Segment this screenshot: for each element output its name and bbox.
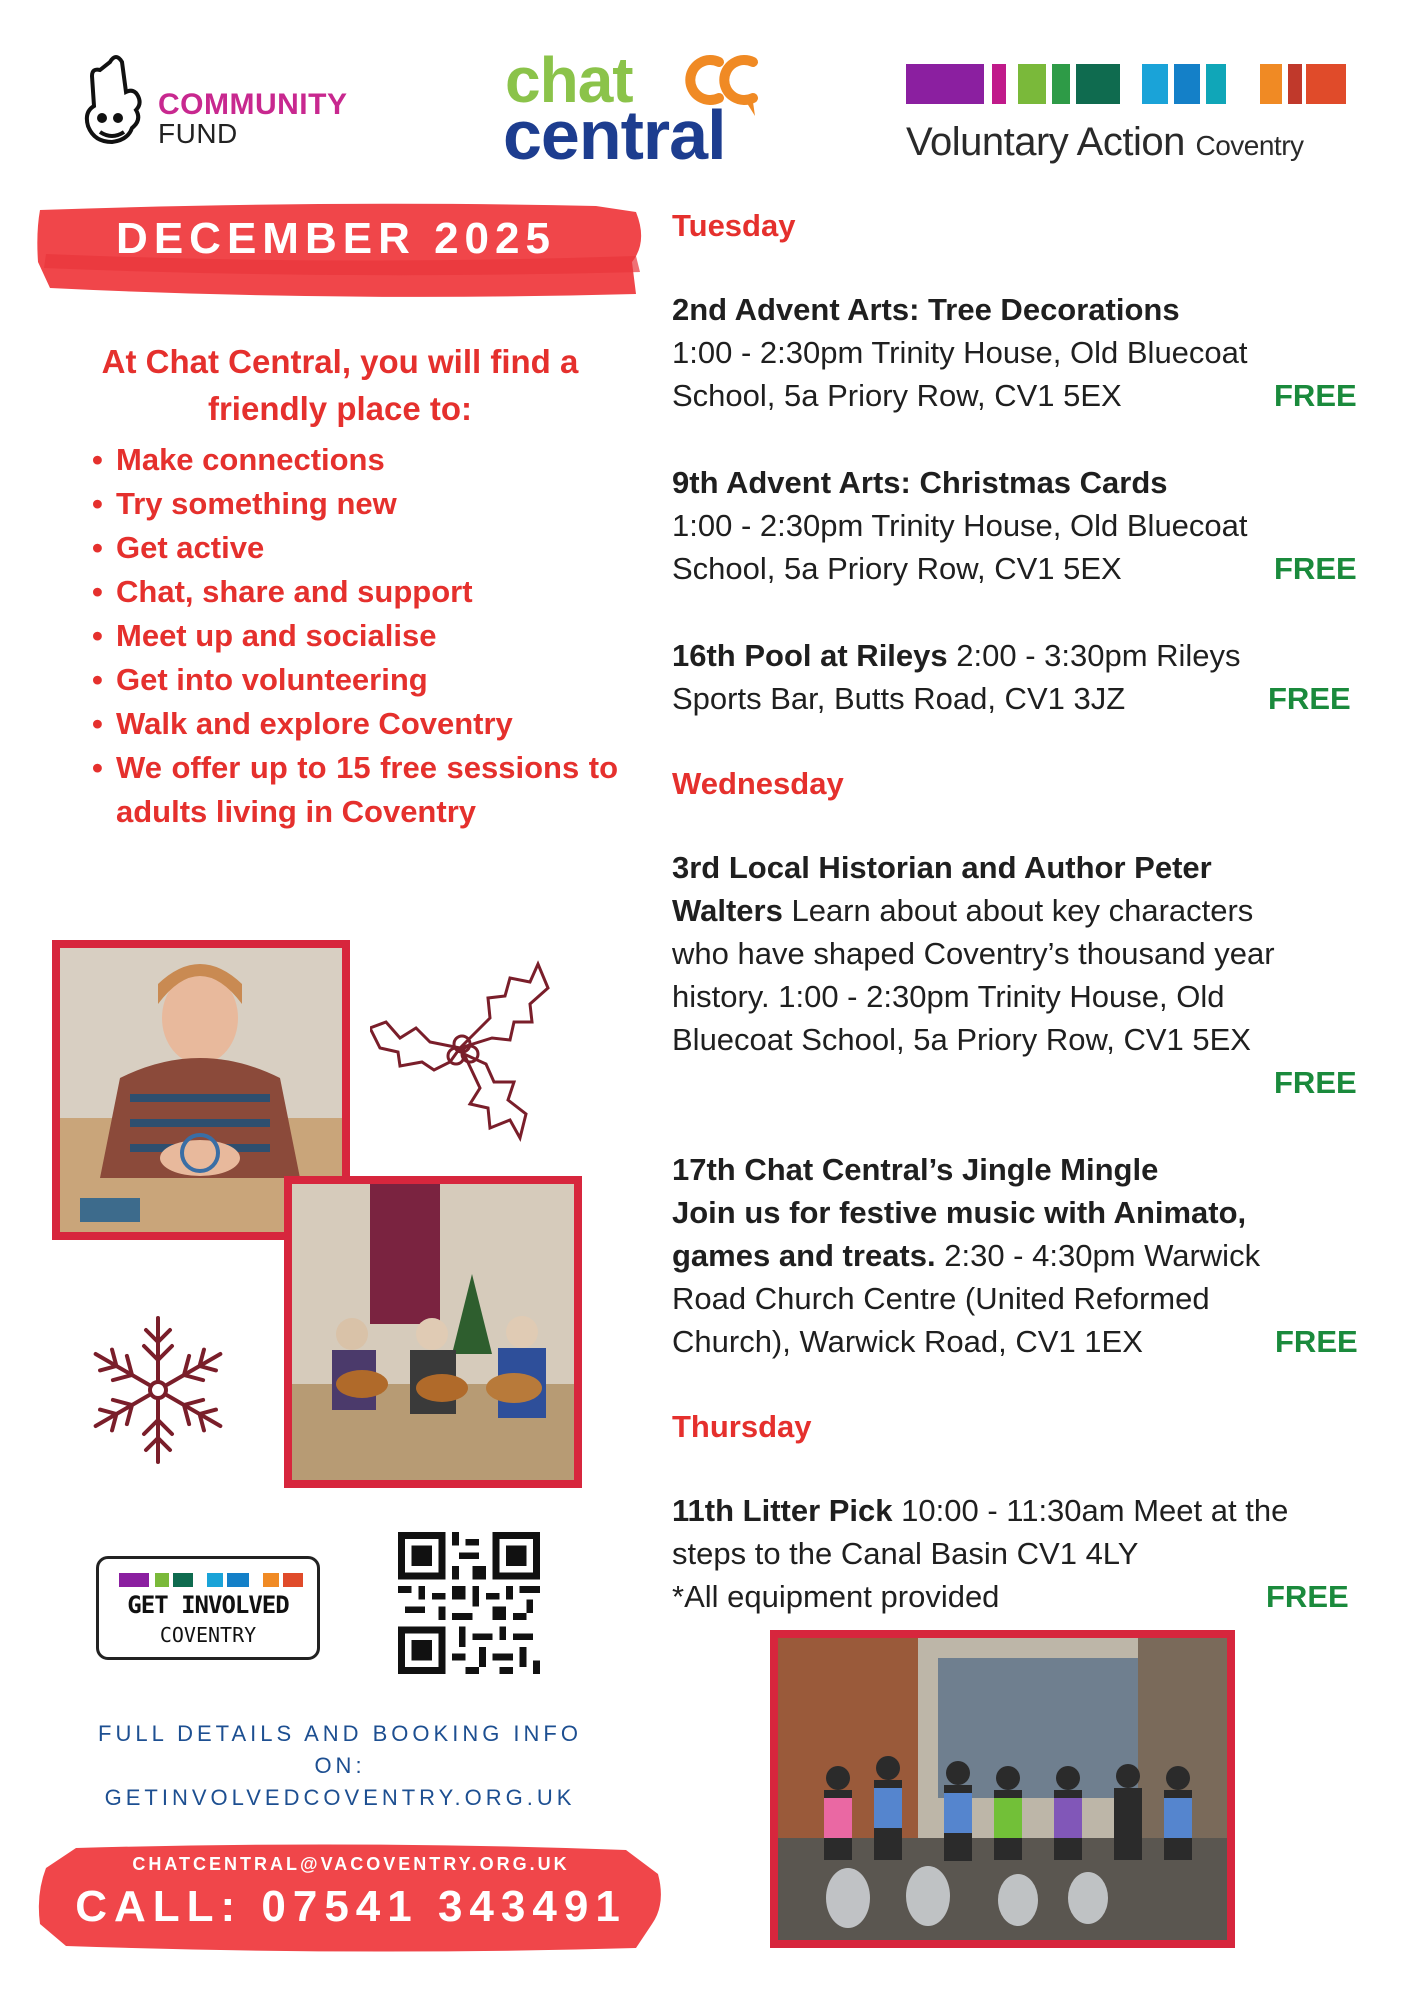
day-heading-wednesday: Wednesday [672, 766, 844, 801]
day-heading-thursday: Thursday [672, 1409, 812, 1444]
booking-info-line1: FULL DETAILS AND BOOKING INFO [98, 1721, 582, 1746]
event-location: Bluecoat School, 5a Priory Row, CV1 5EX [672, 1022, 1251, 1057]
booking-website-link[interactable]: GETINVOLVEDCOVENTRY.ORG.UK [104, 1785, 576, 1810]
community-fund-line1: COMMUNITY [158, 88, 348, 121]
event-title: 9th Advent Arts: Christmas Cards [672, 465, 1168, 500]
free-badge: FREE [1275, 1324, 1358, 1359]
month-title: DECEMBER 2025 [116, 214, 556, 263]
event-title: 11th Litter Pick [672, 1493, 893, 1528]
vac-color-bars [906, 64, 1346, 104]
music-group-photo [284, 1176, 582, 1488]
free-badge: FREE [1268, 681, 1351, 716]
contact-phone[interactable]: CALL: 07541 343491 [75, 1882, 627, 1931]
event-details: who have shaped Coventry’s thousand year [672, 936, 1275, 971]
event-location: Road Church Centre (United Reformed [672, 1281, 1210, 1316]
event-item [672, 634, 1372, 720]
event-item [672, 288, 1372, 417]
list-item: • Get into volunteering [88, 658, 618, 702]
benefits-list [88, 438, 618, 834]
event-description: Join us for festive music with Animato, [672, 1195, 1247, 1230]
booking-info-line2: ON: [314, 1753, 366, 1778]
get-involved-line1: GET INVOLVED [127, 1591, 289, 1619]
list-item: • Walk and explore Coventry [88, 702, 618, 746]
intro-text: At Chat Central, you will find a friendly place to: [101, 343, 579, 427]
get-involved-coventry-logo [96, 1556, 320, 1660]
event-title: 17th Chat Central’s Jingle Mingle [672, 1152, 1159, 1187]
event-details: Learn about about key characters [782, 893, 1254, 928]
event-item [672, 461, 1372, 590]
snowflake-icon [78, 1310, 238, 1470]
booking-info [60, 1718, 620, 1814]
holly-icon [370, 958, 560, 1148]
event-details: 2:30 - 4:30pm Warwick [935, 1238, 1261, 1273]
event-location: School, 5a Priory Row, CV1 5EX [672, 551, 1122, 586]
event-description: games and treats. [672, 1238, 936, 1273]
community-fund-line2: FUND [158, 118, 238, 149]
event-item [672, 1489, 1372, 1618]
free-badge: FREE [1274, 1065, 1357, 1100]
event-schedule [672, 206, 1372, 1618]
list-item: • Meet up and socialise [88, 614, 618, 658]
free-badge: FREE [1274, 551, 1357, 586]
contact-email[interactable]: CHATCENTRAL@VACOVENTRY.ORG.UK [132, 1854, 570, 1874]
event-item [672, 846, 1372, 1104]
get-involved-line2: COVENTRY [159, 1623, 257, 1647]
contact-banner [36, 1844, 666, 1954]
list-item: • Chat, share and support [88, 570, 618, 614]
event-location: School, 5a Priory Row, CV1 5EX [672, 378, 1122, 413]
event-details: 1:00 - 2:30pm Trinity House, Old Bluecoat [672, 335, 1248, 370]
event-item [672, 1148, 1372, 1363]
day-heading-tuesday: Tuesday [672, 208, 796, 243]
gi-color-bars [119, 1573, 303, 1587]
chat-central-logo [503, 44, 775, 174]
chat-central-line2: central [503, 96, 726, 174]
event-details: 10:00 - 11:30am Meet at the [892, 1493, 1289, 1528]
event-location: Sports Bar, Butts Road, CV1 3JZ [672, 681, 1126, 716]
list-item: • Get active [88, 526, 618, 570]
litter-pick-photo [770, 1630, 1235, 1948]
free-badge: FREE [1274, 378, 1357, 413]
event-details: 2:00 - 3:30pm Rileys [947, 638, 1241, 673]
event-note: *All equipment provided [672, 1579, 1000, 1614]
list-item: • Make connections [88, 438, 618, 482]
event-title: 2nd Advent Arts: Tree Decorations [672, 292, 1180, 327]
event-details: history. 1:00 - 2:30pm Trinity House, Old [672, 979, 1225, 1014]
chat-central-line1: chat [505, 44, 633, 116]
event-title-cont: Walters [672, 893, 783, 928]
event-location: Church), Warwick Road, CV1 1EX [672, 1324, 1143, 1359]
crossed-fingers-icon [80, 52, 150, 152]
month-banner [36, 202, 646, 300]
list-item: • Try something new [88, 482, 618, 526]
free-badge: FREE [1266, 1579, 1349, 1614]
vac-wordmark: Voluntary Action Coventry [906, 120, 1304, 164]
event-title: 3rd Local Historian and Author Peter [672, 850, 1212, 885]
list-item: • We offer up to 15 free sessions to adults living in Coventry [88, 746, 618, 834]
voluntary-action-coventry-logo [906, 64, 1346, 174]
event-title: 16th Pool at Rileys [672, 638, 948, 673]
event-location: steps to the Canal Basin CV1 4LY [672, 1536, 1139, 1571]
event-details: 1:00 - 2:30pm Trinity House, Old Bluecoat [672, 508, 1248, 543]
qr-code [398, 1532, 540, 1674]
community-fund-logo [80, 52, 370, 152]
